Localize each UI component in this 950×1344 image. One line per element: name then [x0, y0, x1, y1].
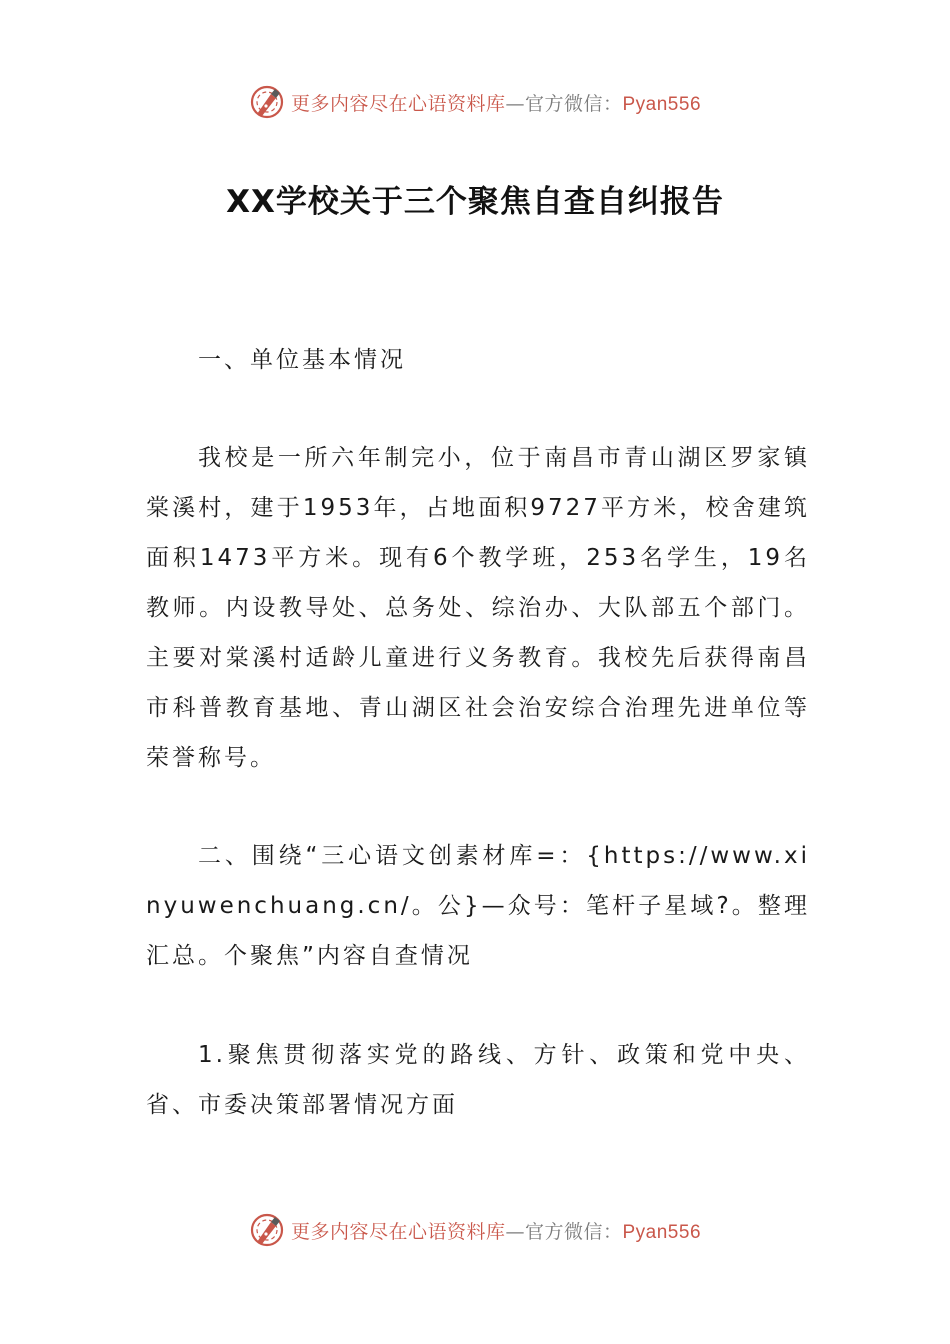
header-banner — [0, 82, 950, 122]
footer-banner — [0, 1210, 950, 1250]
banner-text — [291, 1217, 701, 1244]
pen-nib-logo-icon — [249, 1212, 285, 1248]
paragraph-school-overview: 我校是一所六年制完小，位于南昌市青山湖区罗家镇棠溪村，建于1953年，占地面积9727平方米，校舍建筑面积1473平方米。现有6个教学班，253名学生，19名教师。内设教导处、总务处、综治办、大队部五个部门。主要对棠溪村适龄儿童进行义务教育。我校先后获得南昌市科普教育基地、青山湖区社会治安综合治理先进单位等荣誉称号。 — [146, 445, 810, 771]
banner-wechat-label: —官方微信： — [505, 92, 623, 115]
section-heading-2: 二、围绕“三心语文创素材库=：{https://www.xinyuwenchuang.cn/。公}—众号：笔杆子星域?。整理汇总。个聚焦”内容自查情况 — [146, 843, 810, 969]
banner-wechat-id: Pyan556 — [622, 93, 702, 115]
banner-site-name: 更多内容尽在心语资料库 — [290, 1220, 506, 1243]
banner-site-name: 更多内容尽在心语资料库 — [290, 92, 506, 115]
banner-text — [291, 89, 701, 116]
section-heading-1: 一、单位基本情况 — [198, 347, 406, 373]
subsection-heading-1: 1.聚焦贯彻落实党的路线、方针、政策和党中央、省、市委决策部署情况方面 — [146, 1042, 810, 1118]
banner-wechat-label: —官方微信： — [505, 1220, 623, 1243]
document-title: XX学校关于三个聚焦自查自纠报告 — [226, 184, 724, 220]
pen-nib-logo-icon — [249, 84, 285, 120]
banner-wechat-id: Pyan556 — [622, 1221, 702, 1243]
